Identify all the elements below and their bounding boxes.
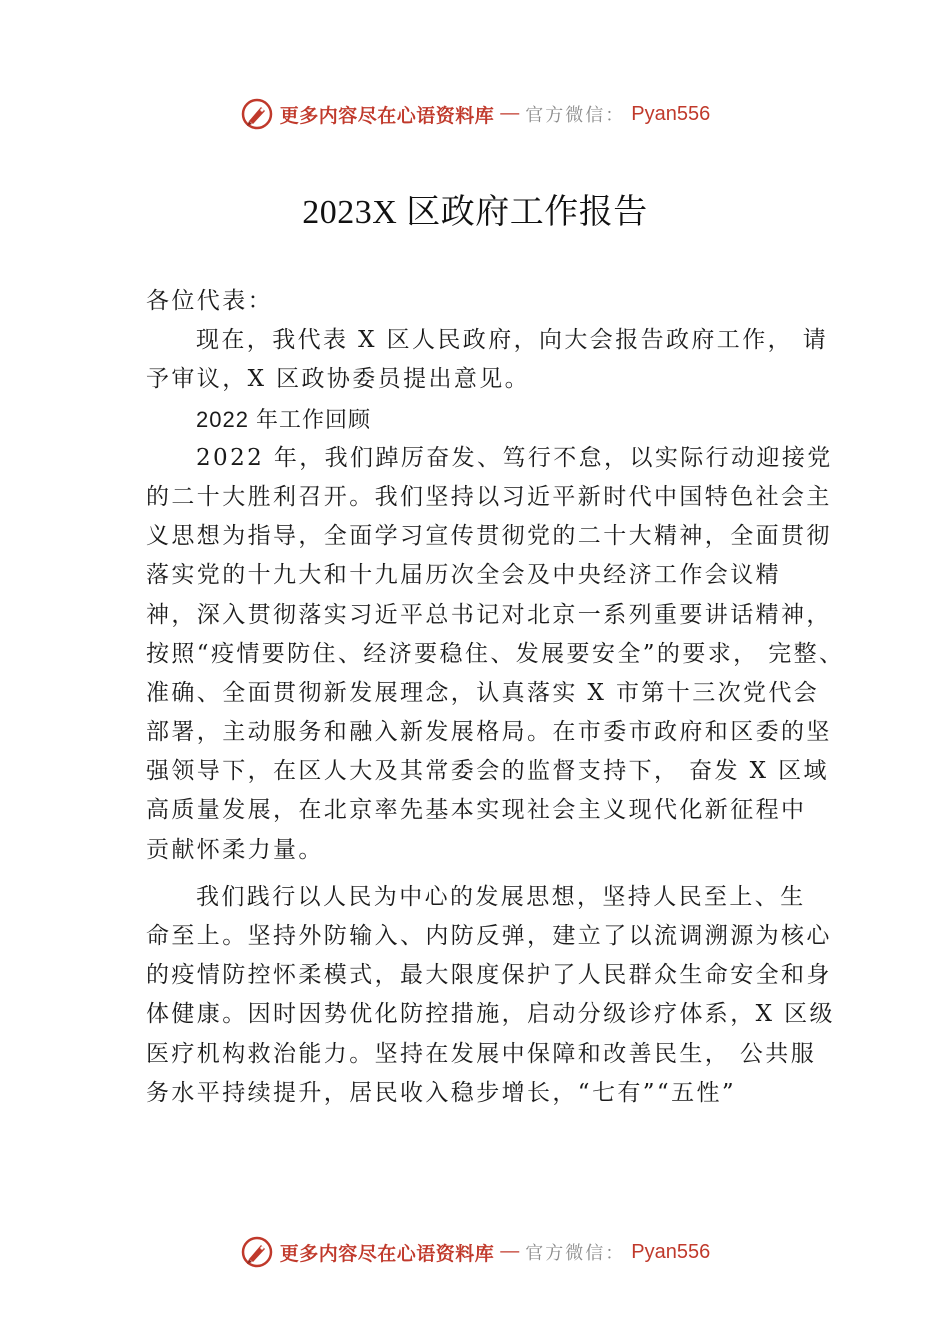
section-heading: 2022 年工作回顾 (196, 406, 372, 432)
paragraph-line: 的疫情防控怀柔模式，最大限度保护了人民群众生命安全和身 (146, 962, 832, 989)
salutation: 各位代表： (146, 288, 273, 314)
pen-nib-logo-icon (240, 97, 274, 131)
paragraph-line: 体健康。因时因势优化防控措施，启动分级诊疗体系，X 区级 (146, 1001, 835, 1028)
paragraph-line: 现在，我代表 X 区人民政府，向大会报告政府工作， 请 (196, 327, 829, 354)
watermark-label: 官方微信： (525, 105, 626, 126)
paragraph-line: 医疗机构救治能力。坚持在发展中保障和改善民生， 公共服 (146, 1040, 817, 1067)
paragraph-line: 神，深入贯彻落实习近平总书记对北京一系列重要讲话精神， (146, 601, 832, 628)
paragraph-line: 按照“疫情要防住、经济要稳住、发展要安全”的要求， 完整、 (146, 640, 845, 667)
document-body (146, 282, 845, 1113)
header-watermark (0, 94, 950, 134)
watermark-label: 官方微信： (525, 1243, 626, 1264)
watermark-brand-text: 更多内容尽在心语资料库 (279, 104, 495, 127)
paragraph-line: 部署，主动服务和融入新发展格局。在市委市政府和区委的坚 (146, 719, 832, 746)
paragraph-line: 高质量发展，在北京率先基本实现社会主义现代化新征程中 (146, 797, 807, 824)
paragraph-line: 义思想为指导，全面学习宣传贯彻党的二十大精神，全面贯彻 (146, 523, 832, 550)
paragraph-people (146, 878, 835, 1113)
paragraph-line: 强领导下，在区人大及其常委会的监督支持下， 奋发 X 区域 (146, 758, 829, 785)
paragraph-line: 命至上。坚持外防输入、内防反弹，建立了以流调溯源为核心 (146, 923, 832, 949)
watermark-wechat-id: Pyan556 (631, 102, 711, 125)
watermark-separator: — (500, 103, 520, 124)
paragraph-line: 落实党的十九大和十九届历次全会及中央经济工作会议精 (146, 562, 781, 589)
paragraph-review (146, 439, 845, 870)
paragraph-line: 准确、全面贯彻新发展理念，认真落实 X 市第十三次党代会 (146, 679, 820, 706)
paragraph-line: 务水平持续提升，居民收入稳步增长，“七有”“五性” (146, 1079, 737, 1106)
watermark-separator: — (500, 1241, 520, 1262)
paragraph-intro (146, 321, 829, 399)
paragraph-line: 我们践行以人民为中心的发展思想，坚持人民至上、生 (196, 883, 806, 910)
paragraph-line: 的二十大胜利召开。我们坚持以习近平新时代中国特色社会主 (146, 483, 832, 510)
paragraph-line: 贡献怀柔力量。 (146, 836, 324, 863)
paragraph-line: 2022 年，我们踔厉奋发、笃行不怠，以实际行动迎接党 (196, 444, 833, 471)
paragraph-line: 予审议，X 区政协委员提出意见。 (146, 366, 531, 393)
watermark-wechat-id: Pyan556 (631, 1240, 711, 1263)
watermark-brand-text: 更多内容尽在心语资料库 (279, 1242, 495, 1265)
footer-watermark (0, 1232, 950, 1272)
document-title: 2023X 区政府工作报告 (302, 194, 648, 231)
pen-nib-logo-icon (240, 1235, 274, 1269)
